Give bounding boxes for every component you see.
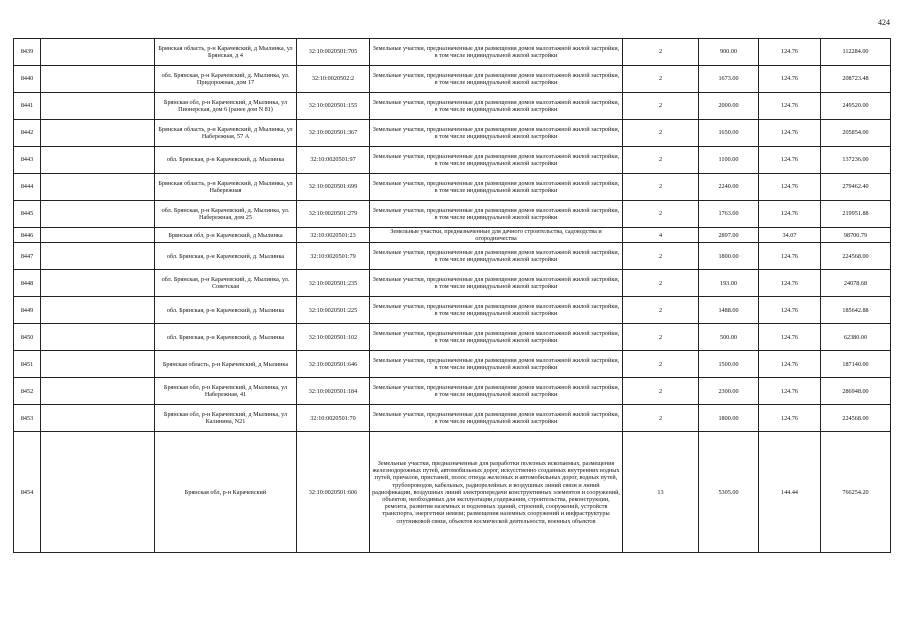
category-cell: 2 — [623, 297, 699, 324]
category-cell: 2 — [623, 120, 699, 147]
unit-price-cell: 124.76 — [759, 351, 821, 378]
address-cell: Брянская обл, р-н Карачевский — [155, 432, 297, 553]
cadastral-number-cell: 32:10:0020501:155 — [297, 93, 370, 120]
area-cell: 2897.00 — [699, 228, 759, 243]
unit-price-cell: 124.76 — [759, 201, 821, 228]
address-cell: Брянская область, р-н Карачевский, д Мылинка, ул Набережная, 57 А — [155, 120, 297, 147]
area-cell: 193.00 — [699, 270, 759, 297]
category-cell: 2 — [623, 201, 699, 228]
category-cell: 2 — [623, 324, 699, 351]
blank-cell — [41, 378, 155, 405]
category-cell: 13 — [623, 432, 699, 553]
address-cell: Брянская обл, р-н Карачевский, д Мылинка, ул Калинина, N21 — [155, 405, 297, 432]
row-number-cell: 8440 — [14, 66, 41, 93]
row-number-cell: 8447 — [14, 243, 41, 270]
address-cell: Брянская обл, р-н Карачевский, д Мылинка, ул Пионерская, дом 6 (ранее дом N 81) — [155, 93, 297, 120]
cadastral-number-cell: 32:10:0020501:367 — [297, 120, 370, 147]
address-cell: Брянская обл, р-н Карачевский, д Мылинка — [155, 228, 297, 243]
table-row — [14, 120, 891, 147]
unit-price-cell: 124.76 — [759, 243, 821, 270]
permitted-use-cell: Земельные участки, предназначенные для размещения домов малоэтажной жилой застройки, в том числе индивидуальной жилой застройки — [370, 39, 623, 66]
unit-price-cell: 124.76 — [759, 270, 821, 297]
table-row — [14, 228, 891, 243]
row-number-cell: 8453 — [14, 405, 41, 432]
blank-cell — [41, 351, 155, 378]
table-row — [14, 39, 891, 66]
land-registry-table — [13, 38, 891, 553]
address-cell: Брянская область, р-н Карачевский, д Мылинка, ул Набережная — [155, 174, 297, 201]
permitted-use-cell: Земельные участки, предназначенные для разработки полезных ископаемых, размещения железнодорожных путей, автомобильных дорог, искусственно созданных внутренних водных путей, причалов, пристаней, полос отвода железных и автомобильных дорог, водных путей, трубопроводов, кабельных, радиорелейных и воздушных линий связи и линий радиофикации, воздушных линий электропередачи конструктивных элементов и сооружений, объектов, необходимых для эксплуатации,содержания, строительства, реконструкции, ремонта, развития наземных и подземных зданий, строений, сооружений, устройств транспорта, энергетики иевязи; размещения наземных сооружений и инфраструктуры спутниковой связи, объектов космической деятельности, военных объектов — [370, 432, 623, 553]
cadastral-value-cell: 112284.00 — [821, 39, 891, 66]
unit-price-cell: 124.76 — [759, 405, 821, 432]
permitted-use-cell: Земельные участки, предназначенные для размещения домов малоэтажной жилой застройки, в том числе индивидуальной жилой застройки — [370, 270, 623, 297]
category-cell: 2 — [623, 405, 699, 432]
blank-cell — [41, 174, 155, 201]
cadastral-number-cell: 32:10:0020501:705 — [297, 39, 370, 66]
cadastral-number-cell: 32:10:0020501:102 — [297, 324, 370, 351]
area-cell: 1650.00 — [699, 120, 759, 147]
blank-cell — [41, 228, 155, 243]
cadastral-value-cell: 224568.00 — [821, 405, 891, 432]
permitted-use-cell: Земельные участки, предназначенные для размещения домов малоэтажной жилой застройки, в том числе индивидуальной жилой застройки — [370, 405, 623, 432]
cadastral-number-cell: 32:10:0020501:699 — [297, 174, 370, 201]
unit-price-cell: 124.76 — [759, 147, 821, 174]
cadastral-value-cell: 187140.00 — [821, 351, 891, 378]
area-cell: 2000.00 — [699, 93, 759, 120]
blank-cell — [41, 243, 155, 270]
area-cell: 1800.00 — [699, 243, 759, 270]
cadastral-number-cell: 32:10:0020501:279 — [297, 201, 370, 228]
permitted-use-cell: Земельные участки, предназначенные для размещения домов малоэтажной жилой застройки, в том числе индивидуальной жилой застройки — [370, 297, 623, 324]
unit-price-cell: 124.76 — [759, 324, 821, 351]
table-row — [14, 405, 891, 432]
row-number-cell: 8439 — [14, 39, 41, 66]
cadastral-number-cell: 32:10:0020501:79 — [297, 243, 370, 270]
row-number-cell: 8454 — [14, 432, 41, 553]
row-number-cell: 8450 — [14, 324, 41, 351]
unit-price-cell: 124.76 — [759, 93, 821, 120]
row-number-cell: 8445 — [14, 201, 41, 228]
cadastral-value-cell: 62380.00 — [821, 324, 891, 351]
address-cell: Брянская область, р-н Карачевский, д Мылинка — [155, 351, 297, 378]
table-row — [14, 432, 891, 553]
table-row — [14, 201, 891, 228]
area-cell: 900.00 — [699, 39, 759, 66]
blank-cell — [41, 432, 155, 553]
category-cell: 2 — [623, 378, 699, 405]
cadastral-value-cell: 205854.00 — [821, 120, 891, 147]
unit-price-cell: 124.76 — [759, 39, 821, 66]
blank-cell — [41, 147, 155, 174]
table-row — [14, 270, 891, 297]
row-number-cell: 8443 — [14, 147, 41, 174]
cadastral-value-cell: 224568.00 — [821, 243, 891, 270]
cadastral-value-cell: 219951.88 — [821, 201, 891, 228]
area-cell: 1800.00 — [699, 405, 759, 432]
cadastral-value-cell: 208723.48 — [821, 66, 891, 93]
address-cell: обл. Брянская, р-н Карачевский, д. Мылинка, ул. Набережная, дом 25 — [155, 201, 297, 228]
table-row — [14, 243, 891, 270]
area-cell: 1673.00 — [699, 66, 759, 93]
address-cell: Брянская обл, р-н Карачевский, д Мылинка, ул Набережная, 41 — [155, 378, 297, 405]
blank-cell — [41, 405, 155, 432]
table-row — [14, 174, 891, 201]
permitted-use-cell: Земельные участки, предназначенные для размещения домов малоэтажной жилой застройки, в том числе индивидуальной жилой застройки — [370, 201, 623, 228]
permitted-use-cell: Земельные участки, предназначенные для размещения домов малоэтажной жилой застройки, в том числе индивидуальной жилой застройки — [370, 147, 623, 174]
blank-cell — [41, 39, 155, 66]
area-cell: 1763.00 — [699, 201, 759, 228]
row-number-cell: 8446 — [14, 228, 41, 243]
category-cell: 2 — [623, 243, 699, 270]
cadastral-number-cell: 32:10:0020501:235 — [297, 270, 370, 297]
permitted-use-cell: Земельные участки, предназначенные для размещения домов малоэтажной жилой застройки, в том числе индивидуальной жилой застройки — [370, 174, 623, 201]
address-cell: обл. Брянская, р-н Карачевский, д. Мылинка, ул. Придорожная, дом 17 — [155, 66, 297, 93]
permitted-use-cell: Земельные участки, предназначенные для размещения домов малоэтажной жилой застройки, в том числе индивидуальной жилой застройки — [370, 93, 623, 120]
cadastral-value-cell: 137236.00 — [821, 147, 891, 174]
cadastral-number-cell: 32:10:0020501:606 — [297, 432, 370, 553]
page-number: 424 — [878, 18, 890, 27]
permitted-use-cell: Земельные участки, предназначенные для размещения домов малоэтажной жилой застройки, в том числе индивидуальной жилой застройки — [370, 120, 623, 147]
table-row — [14, 93, 891, 120]
cadastral-value-cell: 185642.88 — [821, 297, 891, 324]
unit-price-cell: 124.76 — [759, 174, 821, 201]
row-number-cell: 8441 — [14, 93, 41, 120]
table-row — [14, 378, 891, 405]
unit-price-cell: 144.44 — [759, 432, 821, 553]
cadastral-value-cell: 766254.20 — [821, 432, 891, 553]
cadastral-number-cell: 32:10:0020501:225 — [297, 297, 370, 324]
table-row — [14, 351, 891, 378]
table-row — [14, 66, 891, 93]
table-row — [14, 147, 891, 174]
blank-cell — [41, 66, 155, 93]
permitted-use-cell: Земельные участки, предназначенные для размещения домов малоэтажной жилой застройки, в том числе индивидуальной жилой застройки — [370, 243, 623, 270]
area-cell: 1488.00 — [699, 297, 759, 324]
unit-price-cell: 124.76 — [759, 120, 821, 147]
row-number-cell: 8451 — [14, 351, 41, 378]
table-row — [14, 297, 891, 324]
blank-cell — [41, 120, 155, 147]
permitted-use-cell: Земельные участки, предназначенные для размещения домов малоэтажной жилой застройки, в том числе индивидуальной жилой застройки — [370, 66, 623, 93]
permitted-use-cell: Земельные участки, предназначенные для дачного строительства, садоводства и огородничества — [370, 228, 623, 243]
category-cell: 2 — [623, 93, 699, 120]
cadastral-number-cell: 32:10:0020501:184 — [297, 378, 370, 405]
unit-price-cell: 124.76 — [759, 66, 821, 93]
area-cell: 500.00 — [699, 324, 759, 351]
cadastral-number-cell: 32:10:0020501:97 — [297, 147, 370, 174]
address-cell: обл. Брянская, р-н Карачевский, д. Мылинка — [155, 147, 297, 174]
address-cell: обл. Брянская, р-н Карачевский, д. Мылинка — [155, 243, 297, 270]
cadastral-number-cell: 32:10:0020501:23 — [297, 228, 370, 243]
category-cell: 2 — [623, 351, 699, 378]
address-cell: Брянская область, р-н Карачевский, д Мылинка, ул Брянская, д 4 — [155, 39, 297, 66]
blank-cell — [41, 201, 155, 228]
cadastral-number-cell: 32:10:0020501:70 — [297, 405, 370, 432]
category-cell: 4 — [623, 228, 699, 243]
address-cell: обл. Брянская, р-н Карачевский, д. Мылинка — [155, 297, 297, 324]
cadastral-value-cell: 286948.00 — [821, 378, 891, 405]
area-cell: 5305.00 — [699, 432, 759, 553]
area-cell: 2300.00 — [699, 378, 759, 405]
cadastral-value-cell: 98700.79 — [821, 228, 891, 243]
cadastral-value-cell: 279462.40 — [821, 174, 891, 201]
area-cell: 1500.00 — [699, 351, 759, 378]
permitted-use-cell: Земельные участки, предназначенные для размещения домов малоэтажной жилой застройки, в том числе индивидуальной жилой застройки — [370, 378, 623, 405]
address-cell: обл. Брянская, р-н Карачевский, д. Мылинка — [155, 324, 297, 351]
row-number-cell: 8444 — [14, 174, 41, 201]
cadastral-value-cell: 249520.00 — [821, 93, 891, 120]
table-row — [14, 324, 891, 351]
category-cell: 2 — [623, 270, 699, 297]
area-cell: 2240.00 — [699, 174, 759, 201]
blank-cell — [41, 93, 155, 120]
unit-price-cell: 34.07 — [759, 228, 821, 243]
address-cell: обл. Брянская, р-н Карачевский, д. Мылинка, ул. Советская — [155, 270, 297, 297]
blank-cell — [41, 270, 155, 297]
category-cell: 2 — [623, 39, 699, 66]
blank-cell — [41, 297, 155, 324]
category-cell: 2 — [623, 174, 699, 201]
permitted-use-cell: Земельные участки, предназначенные для размещения домов малоэтажной жилой застройки, в том числе индивидуальной жилой застройки — [370, 324, 623, 351]
row-number-cell: 8442 — [14, 120, 41, 147]
blank-cell — [41, 324, 155, 351]
cadastral-number-cell: 32:10:0020501:646 — [297, 351, 370, 378]
row-number-cell: 8452 — [14, 378, 41, 405]
permitted-use-cell: Земельные участки, предназначенные для размещения домов малоэтажной жилой застройки, в том числе индивидуальной жилой застройки — [370, 351, 623, 378]
unit-price-cell: 124.76 — [759, 378, 821, 405]
category-cell: 2 — [623, 66, 699, 93]
unit-price-cell: 124.76 — [759, 297, 821, 324]
category-cell: 2 — [623, 147, 699, 174]
row-number-cell: 8449 — [14, 297, 41, 324]
row-number-cell: 8448 — [14, 270, 41, 297]
area-cell: 1100.00 — [699, 147, 759, 174]
cadastral-number-cell: 32:10:0020502:2 — [297, 66, 370, 93]
cadastral-value-cell: 24078.68 — [821, 270, 891, 297]
